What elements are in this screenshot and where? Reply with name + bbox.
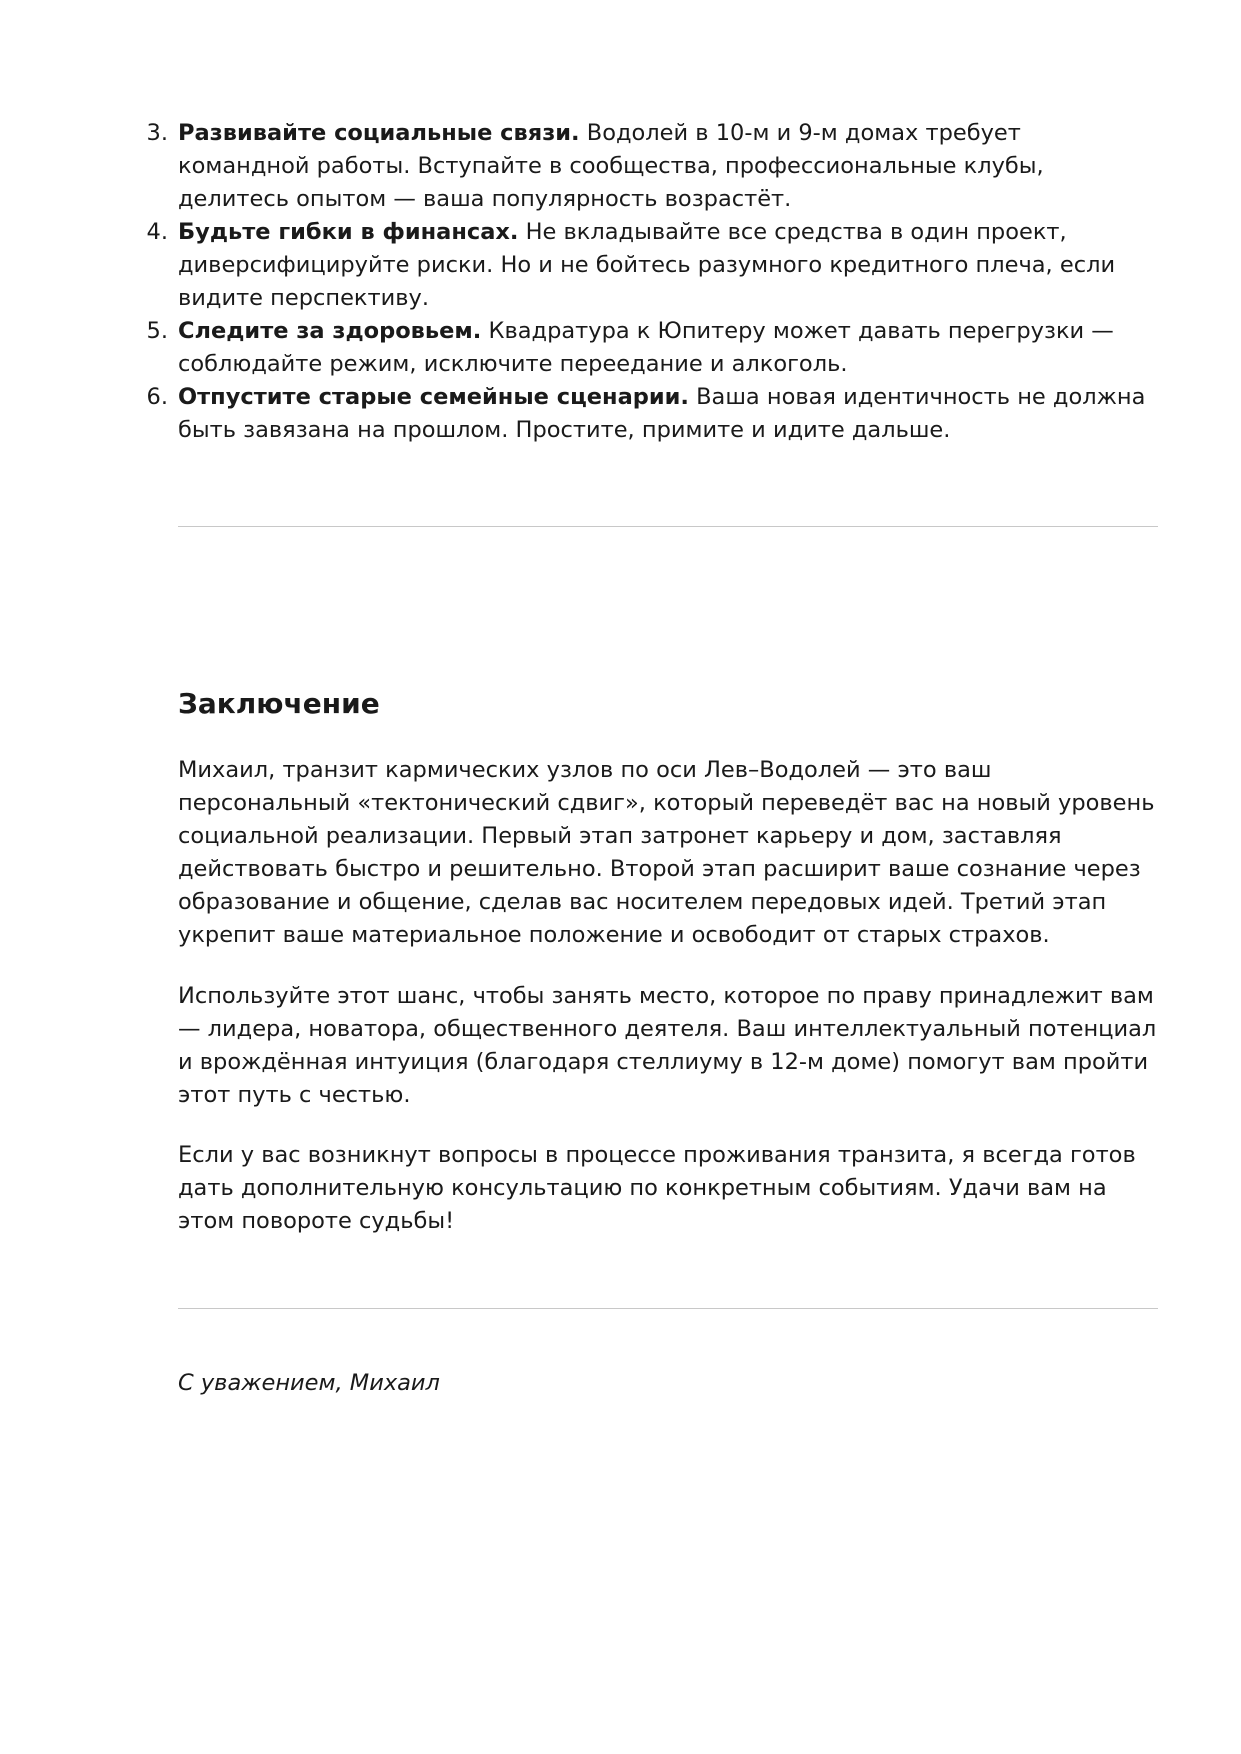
section-divider bbox=[178, 526, 1158, 527]
list-item-title: Развивайте социальные связи. bbox=[178, 120, 580, 146]
conclusion-paragraph: Михаил, транзит кармических узлов по оси Лев–Водолей — это ваш персональный «тектонический сдвиг», который переведёт вас на новый уровень социальной реализации. Первый этап затронет карьеру и дом, заставляя действовать быстро и решительно. Второй этап расширит ваше сознание через образование и общение, сделав вас носителем передовых идей. Третий этап укрепит ваше материальное положение и освободит от старых страхов. bbox=[178, 757, 1155, 948]
list-item-text: Квадратура к Юпитеру может давать перегрузки — соблюдайте режим, исключите переедание и алкоголь. bbox=[178, 318, 1114, 377]
list-item bbox=[146, 117, 1158, 216]
conclusion-paragraph: Если у вас возникнут вопросы в процессе проживания транзита, я всегда готов дать дополнительную консультацию по конкретным событиям. Удачи вам на этом повороте судьбы! bbox=[178, 1142, 1136, 1234]
list-item bbox=[146, 315, 1158, 381]
signature: С уважением, Михаил bbox=[178, 1370, 440, 1396]
list-item bbox=[146, 381, 1158, 447]
list-item-text: Не вкладывайте все средства в один проект, диверсифицируйте риски. Но и не бойтесь разумного кредитного плеча, если видите перспективу. bbox=[178, 219, 1116, 311]
section-divider bbox=[178, 1308, 1158, 1309]
list-item-number: 3. bbox=[146, 120, 168, 146]
list-item-number: 4. bbox=[146, 219, 168, 245]
list-item-title: Будьте гибки в финансах. bbox=[178, 219, 519, 245]
recommendations-list bbox=[146, 117, 1158, 447]
list-item-number: 6. bbox=[146, 384, 168, 410]
conclusion-heading: Заключение bbox=[178, 687, 380, 720]
list-item-title: Отпустите старые семейные сценарии. bbox=[178, 384, 689, 410]
list-item-text: Водолей в 10-м и 9-м домах требует командной работы. Вступайте в сообщества, профессиональные клубы, делитесь опытом — ваша популярность возрастёт. bbox=[178, 120, 1044, 212]
list-item bbox=[146, 216, 1158, 315]
list-item-number: 5. bbox=[146, 318, 168, 344]
list-item-text: Ваша новая идентичность не должна быть завязана на прошлом. Простите, примите и идите дальше. bbox=[178, 384, 1146, 443]
list-item-title: Следите за здоровьем. bbox=[178, 318, 482, 344]
conclusion-paragraph: Используйте этот шанс, чтобы занять место, которое по праву принадлежит вам — лидера, новатора, общественного деятеля. Ваш интеллектуальный потенциал и врождённая интуиция (благодаря стеллиуму в 12-м доме) помогут вам пройти этот путь с честью. bbox=[178, 983, 1157, 1108]
